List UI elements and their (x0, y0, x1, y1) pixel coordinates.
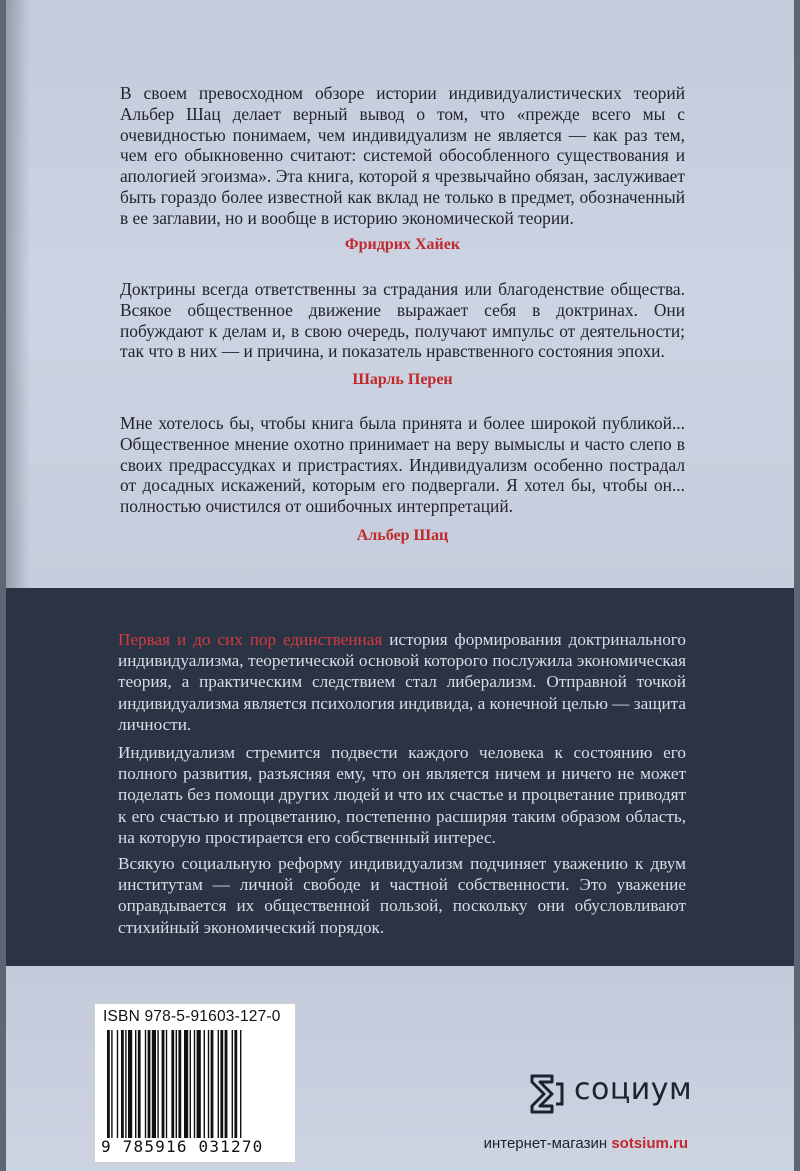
quote-author-hayek: Фридрих Хайек (344, 236, 461, 253)
barcode-digits: 9 785916 031270 (101, 1137, 264, 1156)
barcode-bar (194, 1030, 195, 1138)
barcode-bar (135, 1030, 136, 1138)
shop-line (428, 1135, 688, 1152)
quote-text: Доктрины всегда ответственны за страдания или благоденствие общества. Всякое общественное движение выражает себя в доктринах. Они побуждают к делам и, в свою очередь, получают импульс от деятельности; так что в них — и причина, и показатель нравственного состояния эпохи. (120, 279, 685, 362)
barcode-bar (218, 1030, 219, 1138)
barcode-bar (117, 1030, 118, 1138)
description-text: Индивидуализм стремится подвести каждого человека к состоянию его полного развития, разъясняя ему, что он является ничем и ничего не может поделать без помощи других людей и что их счастье и процветание приводят к его счастью и процветанию, постепенно расширяя таким образом область, на которую простирается его собственный интерес. (118, 743, 686, 847)
barcode-bar (107, 1030, 110, 1138)
barcode-bar (166, 1030, 167, 1138)
quote-author-peren: Шарль Перен (352, 371, 453, 388)
barcode-bar (176, 1030, 177, 1138)
barcode-bar (211, 1030, 214, 1138)
barcode-bar (125, 1030, 126, 1138)
barcode-bar (162, 1030, 165, 1138)
barcode-bar (171, 1030, 174, 1138)
description-text: история формирования доктринального индивидуализма, теоретической основой которого послужила экономическая теория, а практическим следствием стал либерализм. Отправной точкой индивидуализма является психология индивида, а конечной целью — защита личности. (118, 630, 687, 734)
publisher-name: социум (574, 1072, 693, 1107)
description-paragraph-1 (118, 629, 686, 735)
barcode-bar (190, 1030, 191, 1138)
barcode-bar (152, 1030, 156, 1138)
isbn-label: ISBN 978-5-91603-127-0 (103, 1008, 281, 1025)
shop-site-link[interactable]: sotsium.ru (611, 1135, 688, 1152)
barcode-bar (204, 1030, 205, 1138)
quote-text: Мне хотелось бы, чтобы книга была принята и более широкой публикой... Общественное мнение охотно принимает на веру вымыслы и часто слепо в своих предрассудках и пристрастиях. Индивидуализм особенно пострадал от досадных искажений, которым его подвергали. Я хотел бы, чтобы он... полностью очистился от ошибочных интерпретаций. (120, 413, 685, 517)
highlight-text: Первая и до сих пор единственная (118, 630, 383, 649)
barcode-bar (145, 1030, 146, 1138)
description-paragraph-2 (118, 742, 686, 848)
barcode-panel (94, 1003, 296, 1163)
barcode-bar (197, 1030, 201, 1138)
back-cover (6, 0, 794, 1171)
barcode-bar (234, 1030, 237, 1138)
quote-author-schatz: Альбер Шац (356, 527, 449, 544)
publisher-logo-icon (526, 1070, 568, 1118)
publisher-logo (526, 1070, 706, 1120)
barcode-bar (178, 1030, 181, 1138)
barcode-bar (220, 1030, 223, 1138)
quote-peren (120, 279, 685, 362)
quote-text: В своем превосходном обзоре истории индивидуалистических теорий Альбер Шац делает верный вывод о том, что «прежде всего мы с очевидностью понимаем, чем индивидуализм не является — как раз тем, чем его обыкновенно считают: системой обособленного существования и апологией эгоизма». Эта книга, которой я чрезвычайно обязан, заслуживает быть гораздо более известной как вклад не только в предмет, обозначенный в ее заглавии, но и вообще в историю экономической теории. (120, 83, 685, 228)
barcode-bar (232, 1030, 233, 1138)
shop-label: интернет-магазин (483, 1135, 612, 1152)
barcode-icon (107, 1030, 283, 1138)
description-paragraph-3 (118, 853, 686, 938)
barcode-bar (208, 1030, 209, 1138)
barcode-bar (225, 1030, 228, 1138)
barcode-bar (157, 1030, 158, 1138)
quote-schatz (120, 413, 685, 517)
barcode-bar (138, 1030, 141, 1138)
barcode-bar (148, 1030, 151, 1138)
description-text: Всякую социальную реформу индивидуализм подчиняет уважению к двум институтам — личной свободе и частной собственности. Это уважение оправдывается их общественной пользой, поскольку они обусловливают стихийный экономический порядок. (118, 854, 686, 937)
quote-hayek (120, 83, 685, 229)
barcode-bar (121, 1030, 124, 1138)
barcode-bar (128, 1030, 132, 1138)
barcode-bar (111, 1030, 112, 1138)
barcode-bar (184, 1030, 188, 1138)
barcode-bar (240, 1030, 241, 1138)
